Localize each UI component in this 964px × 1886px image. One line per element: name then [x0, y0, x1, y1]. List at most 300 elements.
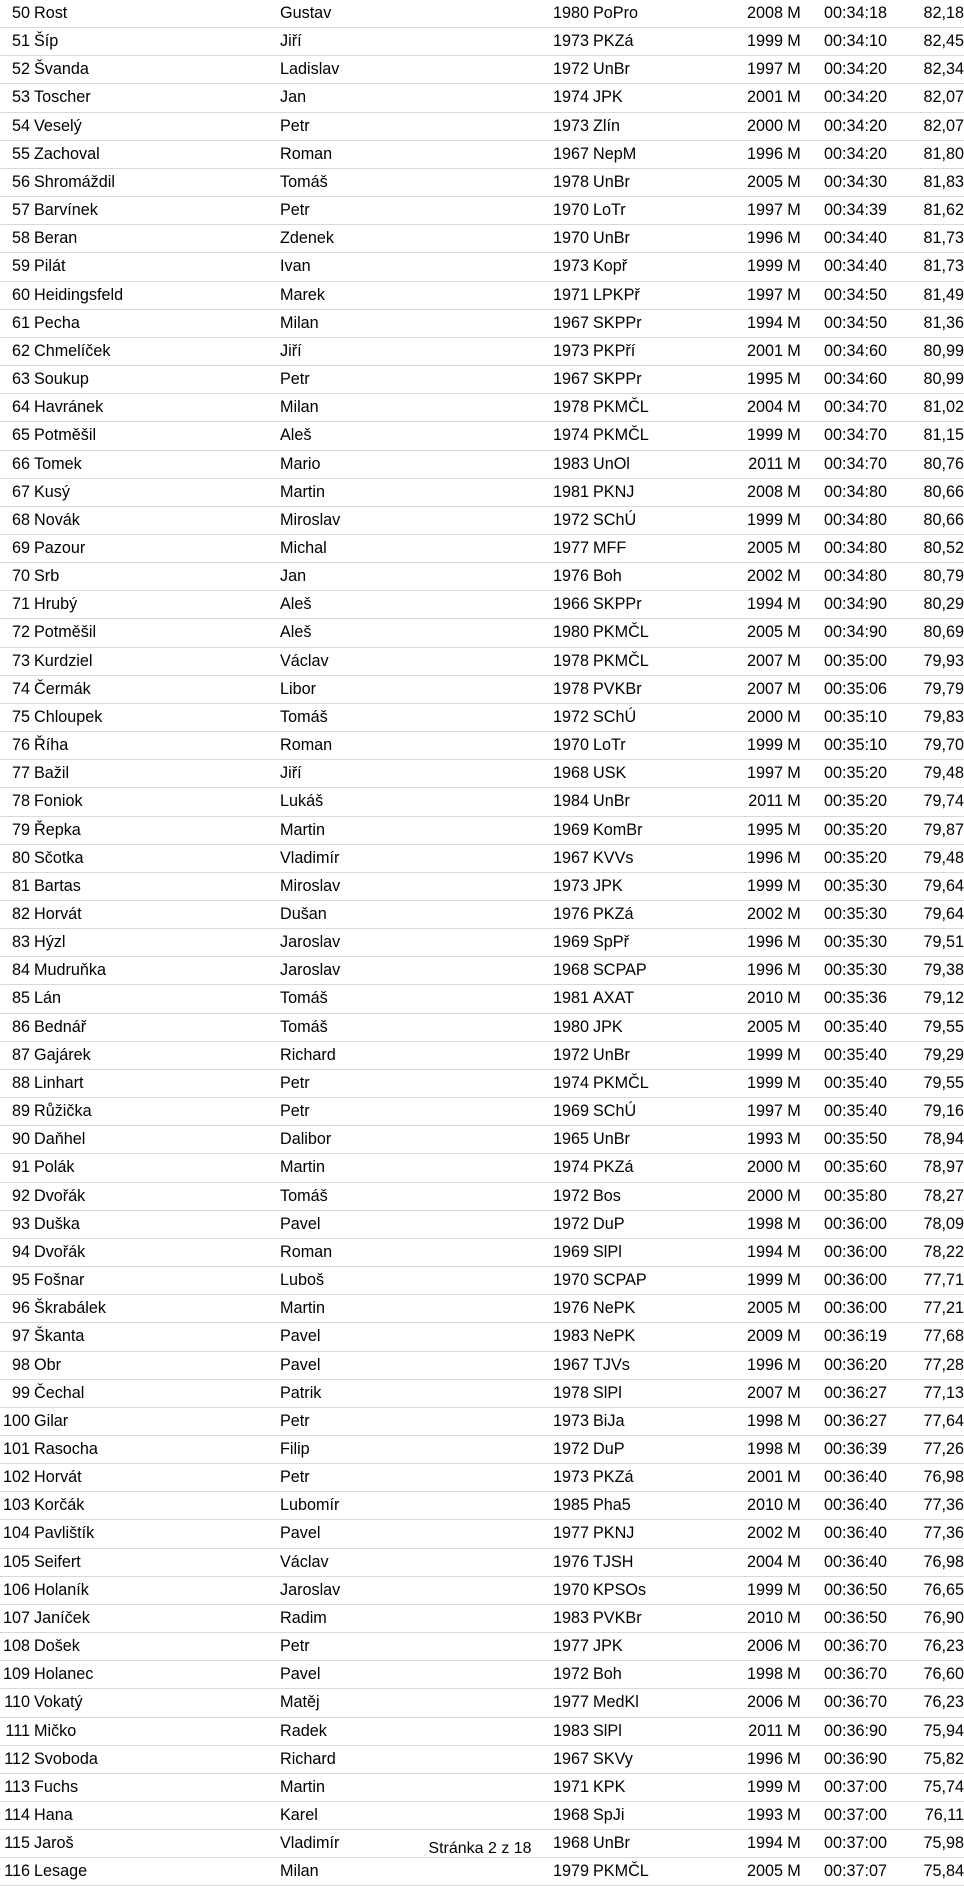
- cell-year: 1977: [535, 1689, 589, 1717]
- cell-first: Aleš: [280, 422, 535, 450]
- cell-surname: Švanda: [30, 56, 280, 84]
- cell-rank: 80: [0, 844, 30, 872]
- table-row: [0, 422, 964, 450]
- cell-score: 76,23: [887, 1689, 964, 1717]
- cell-first: Mario: [280, 450, 535, 478]
- cell-surname: Fuchs: [30, 1773, 280, 1801]
- cell-club: DuP: [589, 1210, 714, 1238]
- cell-score: 76,11: [887, 1802, 964, 1830]
- cell-rank: 59: [0, 253, 30, 281]
- cell-first: Petr: [280, 366, 535, 394]
- cell-surname: Říha: [30, 732, 280, 760]
- cell-rank: 109: [0, 1661, 30, 1689]
- cell-club: NepM: [589, 140, 714, 168]
- cell-score: 81,80: [887, 140, 964, 168]
- cell-first: Pavel: [280, 1520, 535, 1548]
- cell-club: MedKl: [589, 1689, 714, 1717]
- cell-regyear: 2005: [714, 1013, 783, 1041]
- cell-year: 1965: [535, 1126, 589, 1154]
- cell-sex: M: [783, 591, 805, 619]
- cell-time: 00:35:30: [805, 901, 887, 929]
- cell-surname: Pazour: [30, 534, 280, 562]
- cell-club: PKPří: [589, 337, 714, 365]
- cell-first: Pavel: [280, 1351, 535, 1379]
- cell-sex: M: [783, 732, 805, 760]
- cell-time: 00:35:20: [805, 788, 887, 816]
- cell-year: 1969: [535, 929, 589, 957]
- cell-sex: M: [783, 197, 805, 225]
- cell-club: BiJa: [589, 1407, 714, 1435]
- cell-sex: M: [783, 337, 805, 365]
- cell-sex: M: [783, 309, 805, 337]
- cell-surname: Duška: [30, 1210, 280, 1238]
- table-row: [0, 816, 964, 844]
- cell-club: SKPPr: [589, 591, 714, 619]
- cell-sex: M: [783, 788, 805, 816]
- cell-time: 00:34:90: [805, 591, 887, 619]
- cell-year: 1973: [535, 1407, 589, 1435]
- cell-time: 00:36:20: [805, 1351, 887, 1379]
- cell-year: 1976: [535, 1295, 589, 1323]
- cell-rank: 85: [0, 985, 30, 1013]
- cell-score: 79,87: [887, 816, 964, 844]
- cell-time: 00:34:60: [805, 366, 887, 394]
- cell-year: 1977: [535, 1520, 589, 1548]
- table-row: [0, 703, 964, 731]
- cell-score: 81,02: [887, 394, 964, 422]
- cell-regyear: 2002: [714, 563, 783, 591]
- cell-sex: M: [783, 844, 805, 872]
- cell-rank: 116: [0, 1858, 30, 1886]
- cell-regyear: 1994: [714, 1238, 783, 1266]
- table-row: [0, 1745, 964, 1773]
- cell-year: 1968: [535, 1830, 589, 1858]
- cell-surname: Shromáždil: [30, 168, 280, 196]
- cell-year: 1967: [535, 140, 589, 168]
- cell-score: 79,48: [887, 844, 964, 872]
- cell-score: 75,84: [887, 1858, 964, 1886]
- cell-year: 1980: [535, 619, 589, 647]
- cell-regyear: 1996: [714, 957, 783, 985]
- cell-surname: Vokatý: [30, 1689, 280, 1717]
- cell-club: SlPl: [589, 1379, 714, 1407]
- cell-first: Pavel: [280, 1323, 535, 1351]
- cell-sex: M: [783, 1745, 805, 1773]
- cell-regyear: 1999: [714, 1267, 783, 1295]
- cell-surname: Bažil: [30, 760, 280, 788]
- cell-sex: M: [783, 1633, 805, 1661]
- cell-first: Jaroslav: [280, 1576, 535, 1604]
- cell-sex: M: [783, 985, 805, 1013]
- cell-sex: M: [783, 1858, 805, 1886]
- cell-score: 80,69: [887, 619, 964, 647]
- cell-rank: 105: [0, 1548, 30, 1576]
- cell-rank: 55: [0, 140, 30, 168]
- cell-time: 00:36:00: [805, 1267, 887, 1295]
- table-row: [0, 1126, 964, 1154]
- cell-regyear: 2005: [714, 534, 783, 562]
- cell-club: TJSH: [589, 1548, 714, 1576]
- cell-time: 00:36:40: [805, 1520, 887, 1548]
- page-footer: Stránka 2 z 18: [428, 1840, 532, 1857]
- cell-score: 78,22: [887, 1238, 964, 1266]
- cell-year: 1966: [535, 591, 589, 619]
- cell-year: 1973: [535, 337, 589, 365]
- table-row: [0, 1717, 964, 1745]
- cell-score: 78,27: [887, 1182, 964, 1210]
- cell-score: 75,74: [887, 1773, 964, 1801]
- cell-sex: M: [783, 872, 805, 900]
- cell-year: 1973: [535, 253, 589, 281]
- cell-year: 1972: [535, 1041, 589, 1069]
- cell-surname: Foniok: [30, 788, 280, 816]
- cell-time: 00:35:00: [805, 647, 887, 675]
- cell-year: 1980: [535, 0, 589, 28]
- cell-score: 81,36: [887, 309, 964, 337]
- cell-time: 00:36:40: [805, 1492, 887, 1520]
- cell-time: 00:36:27: [805, 1407, 887, 1435]
- cell-regyear: 1999: [714, 732, 783, 760]
- table-row: [0, 0, 964, 28]
- cell-surname: Gajárek: [30, 1041, 280, 1069]
- cell-score: 79,83: [887, 703, 964, 731]
- cell-club: PVKBr: [589, 675, 714, 703]
- cell-regyear: 2008: [714, 0, 783, 28]
- cell-year: 1978: [535, 647, 589, 675]
- cell-club: SChÚ: [589, 703, 714, 731]
- cell-sex: M: [783, 1604, 805, 1632]
- cell-score: 76,98: [887, 1464, 964, 1492]
- cell-surname: Horvát: [30, 901, 280, 929]
- cell-year: 1974: [535, 422, 589, 450]
- cell-regyear: 1996: [714, 1745, 783, 1773]
- cell-surname: Bartas: [30, 872, 280, 900]
- cell-sex: M: [783, 957, 805, 985]
- cell-first: Zdenek: [280, 225, 535, 253]
- cell-surname: Novák: [30, 506, 280, 534]
- cell-rank: 104: [0, 1520, 30, 1548]
- table-row: [0, 675, 964, 703]
- table-row: [0, 1210, 964, 1238]
- cell-club: SpPř: [589, 929, 714, 957]
- cell-rank: 82: [0, 901, 30, 929]
- cell-rank: 98: [0, 1351, 30, 1379]
- cell-sex: M: [783, 366, 805, 394]
- cell-surname: Čermák: [30, 675, 280, 703]
- cell-surname: Škanta: [30, 1323, 280, 1351]
- cell-sex: M: [783, 1267, 805, 1295]
- cell-regyear: 1999: [714, 506, 783, 534]
- table-row: [0, 1661, 964, 1689]
- table-row: [0, 619, 964, 647]
- cell-sex: M: [783, 1379, 805, 1407]
- cell-surname: Havránek: [30, 394, 280, 422]
- cell-surname: Korčák: [30, 1492, 280, 1520]
- cell-first: Jaroslav: [280, 929, 535, 957]
- cell-score: 75,98: [887, 1830, 964, 1858]
- cell-year: 1969: [535, 816, 589, 844]
- cell-club: UnBr: [589, 788, 714, 816]
- cell-rank: 77: [0, 760, 30, 788]
- cell-first: Richard: [280, 1745, 535, 1773]
- cell-surname: Hrubý: [30, 591, 280, 619]
- cell-sex: M: [783, 1098, 805, 1126]
- table-row: [0, 1238, 964, 1266]
- cell-year: 1972: [535, 56, 589, 84]
- cell-first: Petr: [280, 1464, 535, 1492]
- cell-club: SpJi: [589, 1802, 714, 1830]
- table-row: [0, 225, 964, 253]
- cell-year: 1983: [535, 450, 589, 478]
- cell-rank: 67: [0, 478, 30, 506]
- cell-score: 76,90: [887, 1604, 964, 1632]
- cell-rank: 51: [0, 28, 30, 56]
- cell-score: 77,64: [887, 1407, 964, 1435]
- cell-time: 00:36:39: [805, 1435, 887, 1463]
- cell-rank: 76: [0, 732, 30, 760]
- cell-club: PVKBr: [589, 1604, 714, 1632]
- cell-regyear: 1998: [714, 1435, 783, 1463]
- cell-first: Martin: [280, 478, 535, 506]
- cell-time: 00:34:70: [805, 450, 887, 478]
- cell-rank: 61: [0, 309, 30, 337]
- cell-year: 1977: [535, 1633, 589, 1661]
- cell-year: 1967: [535, 1745, 589, 1773]
- cell-surname: Pavlištík: [30, 1520, 280, 1548]
- cell-year: 1972: [535, 506, 589, 534]
- cell-club: KomBr: [589, 816, 714, 844]
- cell-score: 79,55: [887, 1013, 964, 1041]
- cell-club: Pha5: [589, 1492, 714, 1520]
- cell-club: UnBr: [589, 168, 714, 196]
- cell-club: Boh: [589, 1661, 714, 1689]
- table-row: [0, 84, 964, 112]
- cell-sex: M: [783, 1154, 805, 1182]
- cell-regyear: 2000: [714, 112, 783, 140]
- cell-regyear: 2009: [714, 1323, 783, 1351]
- cell-time: 00:35:40: [805, 1069, 887, 1097]
- cell-first: Marek: [280, 281, 535, 309]
- cell-first: Miroslav: [280, 506, 535, 534]
- cell-club: PKZá: [589, 1464, 714, 1492]
- cell-year: 1970: [535, 225, 589, 253]
- cell-rank: 69: [0, 534, 30, 562]
- cell-score: 79,51: [887, 929, 964, 957]
- cell-regyear: 1999: [714, 422, 783, 450]
- cell-first: Petr: [280, 1069, 535, 1097]
- cell-first: Petr: [280, 1407, 535, 1435]
- cell-sex: M: [783, 450, 805, 478]
- cell-score: 81,15: [887, 422, 964, 450]
- cell-score: 77,68: [887, 1323, 964, 1351]
- cell-year: 1967: [535, 844, 589, 872]
- cell-regyear: 1999: [714, 1041, 783, 1069]
- cell-score: 77,36: [887, 1520, 964, 1548]
- cell-first: Roman: [280, 732, 535, 760]
- cell-time: 00:34:20: [805, 56, 887, 84]
- cell-surname: Soukup: [30, 366, 280, 394]
- cell-regyear: 2011: [714, 1717, 783, 1745]
- cell-club: PKNJ: [589, 478, 714, 506]
- cell-first: Tomáš: [280, 168, 535, 196]
- cell-time: 00:36:40: [805, 1548, 887, 1576]
- cell-year: 1970: [535, 1576, 589, 1604]
- cell-year: 1976: [535, 563, 589, 591]
- cell-year: 1974: [535, 84, 589, 112]
- cell-rank: 103: [0, 1492, 30, 1520]
- cell-sex: M: [783, 901, 805, 929]
- cell-score: 81,83: [887, 168, 964, 196]
- cell-time: 00:35:60: [805, 1154, 887, 1182]
- cell-sex: M: [783, 816, 805, 844]
- cell-regyear: 1998: [714, 1210, 783, 1238]
- cell-first: Tomáš: [280, 1013, 535, 1041]
- cell-regyear: 1996: [714, 844, 783, 872]
- table-row: [0, 563, 964, 591]
- cell-year: 1984: [535, 788, 589, 816]
- cell-sex: M: [783, 112, 805, 140]
- cell-year: 1983: [535, 1717, 589, 1745]
- cell-rank: 112: [0, 1745, 30, 1773]
- table-row: [0, 1295, 964, 1323]
- table-row: [0, 1069, 964, 1097]
- cell-year: 1973: [535, 28, 589, 56]
- cell-year: 1985: [535, 1492, 589, 1520]
- cell-score: 80,79: [887, 563, 964, 591]
- cell-score: 81,49: [887, 281, 964, 309]
- cell-rank: 70: [0, 563, 30, 591]
- cell-regyear: 1997: [714, 1098, 783, 1126]
- cell-regyear: 1995: [714, 366, 783, 394]
- cell-regyear: 2006: [714, 1633, 783, 1661]
- cell-score: 79,55: [887, 1069, 964, 1097]
- cell-time: 00:35:40: [805, 1098, 887, 1126]
- cell-regyear: 1996: [714, 140, 783, 168]
- cell-regyear: 2011: [714, 788, 783, 816]
- cell-surname: Obr: [30, 1351, 280, 1379]
- table-row: [0, 1576, 964, 1604]
- table-row: [0, 197, 964, 225]
- cell-rank: 75: [0, 703, 30, 731]
- cell-time: 00:35:20: [805, 844, 887, 872]
- cell-regyear: 2001: [714, 84, 783, 112]
- cell-regyear: 2004: [714, 394, 783, 422]
- cell-regyear: 1999: [714, 28, 783, 56]
- cell-time: 00:35:20: [805, 760, 887, 788]
- cell-regyear: 1996: [714, 929, 783, 957]
- cell-regyear: 2010: [714, 1604, 783, 1632]
- cell-surname: Pilát: [30, 253, 280, 281]
- cell-surname: Růžička: [30, 1098, 280, 1126]
- cell-surname: Pecha: [30, 309, 280, 337]
- cell-first: Petr: [280, 112, 535, 140]
- cell-year: 1972: [535, 1210, 589, 1238]
- cell-sex: M: [783, 1238, 805, 1266]
- cell-sex: M: [783, 1069, 805, 1097]
- table-row: [0, 1604, 964, 1632]
- cell-surname: Beran: [30, 225, 280, 253]
- cell-club: SChÚ: [589, 506, 714, 534]
- cell-year: 1971: [535, 1773, 589, 1801]
- cell-time: 00:34:20: [805, 84, 887, 112]
- cell-club: UnBr: [589, 225, 714, 253]
- cell-score: 77,28: [887, 1351, 964, 1379]
- cell-sex: M: [783, 1689, 805, 1717]
- table-row: [0, 1323, 964, 1351]
- cell-score: 82,18: [887, 0, 964, 28]
- table-row: [0, 253, 964, 281]
- cell-sex: M: [783, 1464, 805, 1492]
- cell-rank: 64: [0, 394, 30, 422]
- cell-regyear: 2005: [714, 168, 783, 196]
- cell-club: KPK: [589, 1773, 714, 1801]
- table-row: [0, 1013, 964, 1041]
- cell-year: 1983: [535, 1604, 589, 1632]
- cell-first: Jiří: [280, 760, 535, 788]
- cell-score: 79,12: [887, 985, 964, 1013]
- cell-surname: Potměšil: [30, 619, 280, 647]
- cell-score: 82,07: [887, 112, 964, 140]
- cell-surname: Rost: [30, 0, 280, 28]
- cell-surname: Polák: [30, 1154, 280, 1182]
- cell-surname: Řepka: [30, 816, 280, 844]
- cell-year: 1972: [535, 1435, 589, 1463]
- cell-rank: 88: [0, 1069, 30, 1097]
- cell-time: 00:35:10: [805, 732, 887, 760]
- cell-rank: 90: [0, 1126, 30, 1154]
- cell-sex: M: [783, 478, 805, 506]
- cell-score: 80,52: [887, 534, 964, 562]
- cell-first: Jaroslav: [280, 957, 535, 985]
- cell-rank: 58: [0, 225, 30, 253]
- cell-time: 00:37:00: [805, 1773, 887, 1801]
- cell-first: Jiří: [280, 28, 535, 56]
- table-row: [0, 1182, 964, 1210]
- cell-year: 1974: [535, 1069, 589, 1097]
- cell-score: 80,76: [887, 450, 964, 478]
- cell-year: 1972: [535, 1182, 589, 1210]
- cell-surname: Bednář: [30, 1013, 280, 1041]
- cell-rank: 72: [0, 619, 30, 647]
- cell-first: Martin: [280, 1295, 535, 1323]
- table-row: [0, 1407, 964, 1435]
- cell-sex: M: [783, 168, 805, 196]
- cell-regyear: 1994: [714, 1830, 783, 1858]
- cell-score: 77,26: [887, 1435, 964, 1463]
- cell-rank: 62: [0, 337, 30, 365]
- cell-sex: M: [783, 281, 805, 309]
- cell-first: Dušan: [280, 901, 535, 929]
- cell-first: Libor: [280, 675, 535, 703]
- cell-year: 1973: [535, 112, 589, 140]
- cell-surname: Daňhel: [30, 1126, 280, 1154]
- cell-score: 80,29: [887, 591, 964, 619]
- cell-sex: M: [783, 0, 805, 28]
- cell-surname: Čechal: [30, 1379, 280, 1407]
- cell-time: 00:36:70: [805, 1633, 887, 1661]
- cell-year: 1972: [535, 1661, 589, 1689]
- cell-club: LoTr: [589, 197, 714, 225]
- cell-sex: M: [783, 506, 805, 534]
- cell-rank: 74: [0, 675, 30, 703]
- cell-time: 00:36:00: [805, 1210, 887, 1238]
- cell-surname: Sčotka: [30, 844, 280, 872]
- cell-year: 1974: [535, 1154, 589, 1182]
- cell-score: 79,29: [887, 1041, 964, 1069]
- cell-surname: Dvořák: [30, 1182, 280, 1210]
- cell-time: 00:34:80: [805, 563, 887, 591]
- cell-rank: 71: [0, 591, 30, 619]
